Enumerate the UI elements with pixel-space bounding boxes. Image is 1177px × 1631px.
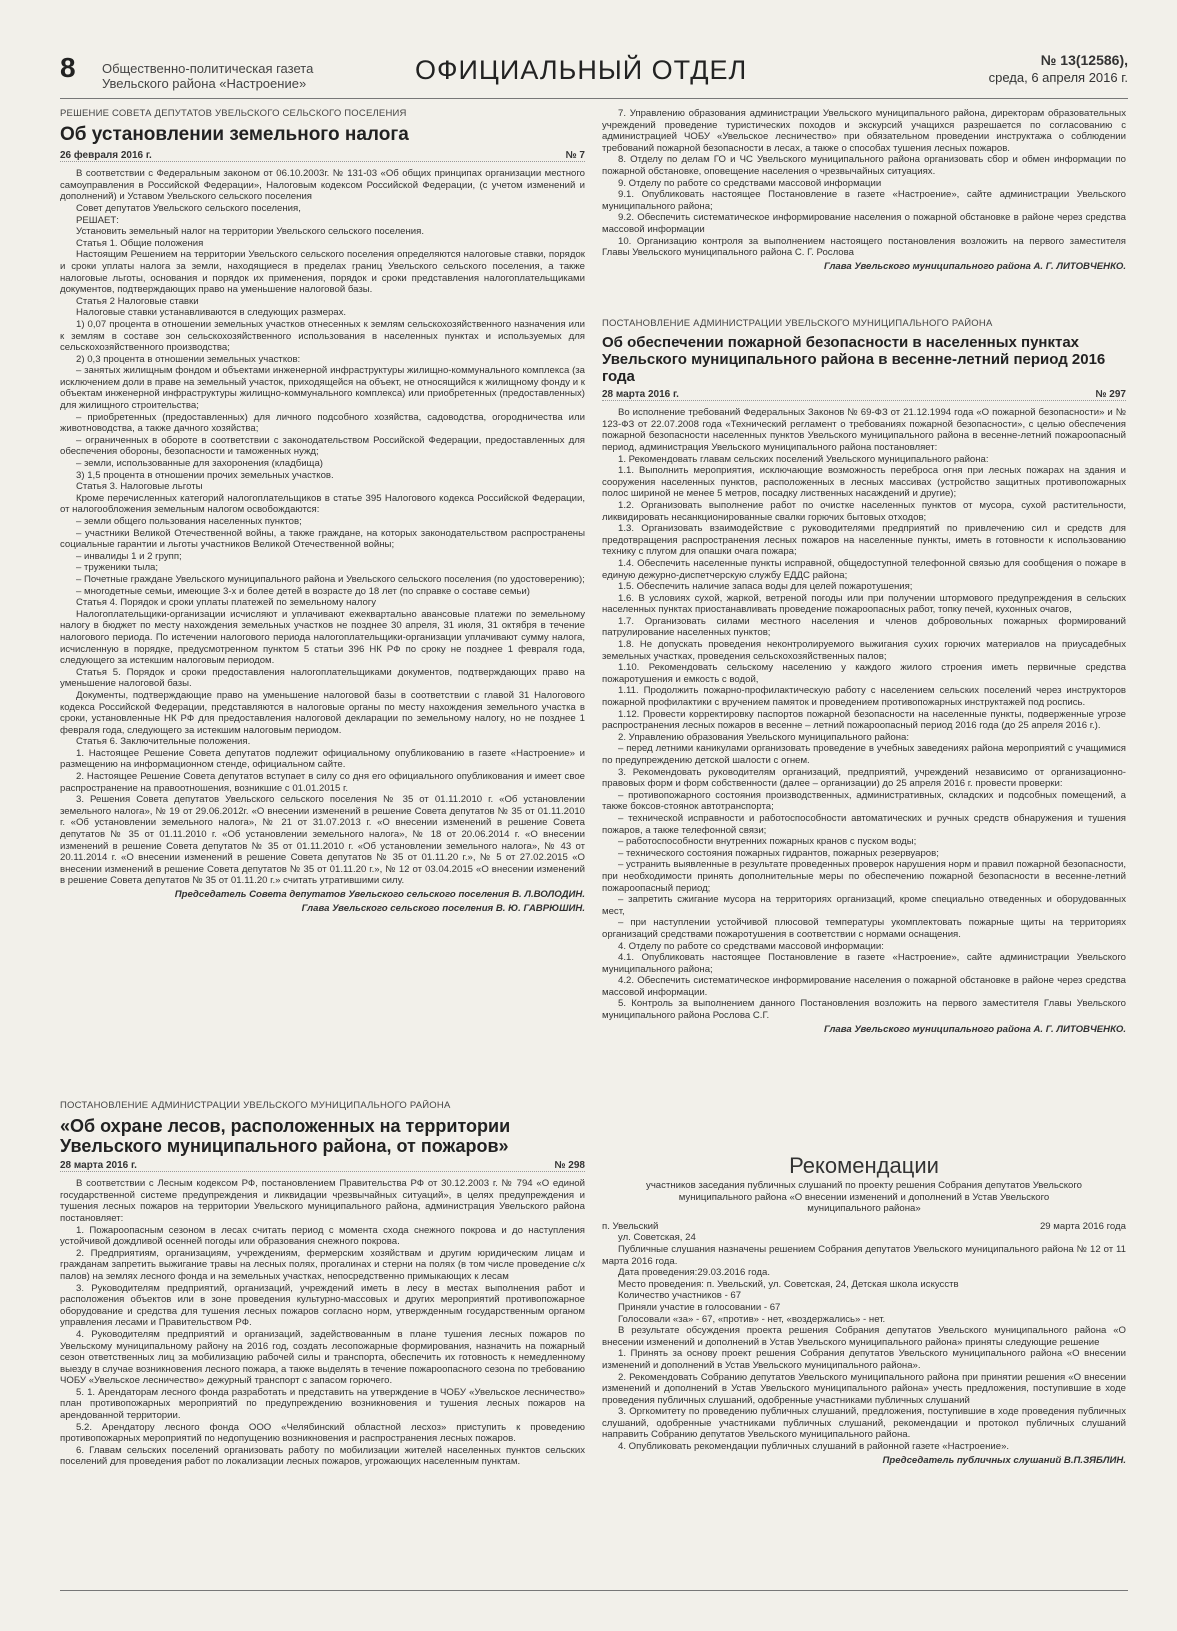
article-fire-safety-kicker: ПОСТАНОВЛЕНИЕ АДМИНИСТРАЦИИ УВЕЛЬСКОГО МУНИЦИПАЛЬНОГО РАЙОНА [602,318,993,329]
article-forest-continuation [602,108,1126,308]
paragraph: 1) 0,07 процента в отношении земельных участков отнесенных к землям сельскохозяйственного назначения или к землям в составе зон сельскохозяйственного использования в населенных пунктах и используемых для сельскохозяйственного производства; [60,318,585,354]
paragraph: 1.8. Не допускать проведения неконтролируемого выжигания сухих горючих материалов на приусадебных земельных участках, проведения сельскохозяйственных палов; [602,639,1126,662]
paragraph: Совет депутатов Увельского сельского поселения, [76,202,301,214]
paragraph: 1.12. Провести корректировку паспортов пожарной безопасности на населенные пункты, подверженные угрозе распространения лесных пожаров в весенне – летний пожароопасный период 2016 года (до 25 апреля 2016 г.). [602,708,1126,732]
article-land-tax-date: 26 февраля 2016 г. [60,149,152,161]
paragraph: – приобретенных (предоставленных) для личного подсобного хозяйства, садоводства, огородничества или животноводства, а также дачного хозяйства; [60,411,585,435]
paragraph: 1.7. Организовать силами местного населения и членов добровольных пожарных формирований патрулирование населенных пунктов; [602,615,1126,639]
article-recommendations-date: 29 марта 2016 года [1039,1220,1126,1232]
paragraph: 1.10. Рекомендовать сельскому населению у каждого жилого строения иметь первичные средства пожаротушения и емкость с водой, [602,662,1126,685]
article-recommendations [602,1148,1126,1540]
article-forest-signature: Глава Увельского муниципального района А. Г. ЛИТОВЧЕНКО. [823,260,1126,272]
paragraph: – при наступлении устойчивой плюсовой температуры укомплектовать пожарные щиты на территориях организаций средствами пожаротушения в соответствии с нормами оснащения. [602,917,1126,940]
paragraph: 1.5. Обеспечить наличие запаса воды для целей пожаротушения; [618,581,913,593]
paragraph: Приняли участие в голосовании - 67 [618,1301,781,1313]
paragraph: 3) 1,5 процента в отношении прочих земельных участков. [76,469,334,481]
paragraph: Налоговые ставки устанавливаются в следующих размерах. [76,307,347,319]
paragraph: Во исполнение требований Федеральных Законов № 69-ФЗ от 21.12.1994 года «О пожарной безопасности» и № 123-ФЗ от 22.07.2008 года «Технический регламент о требованиях пожарной безопасности», с целью обеспечения пожарной безопасности населенных пунктов Увельского муниципального района в весенне-летний пожароопасный период, администрация Увельского муниципального района постановляет: [602,407,1126,453]
paragraph: 5. 1. Арендаторам лесного фонда разработать и представить на утверждение в ЧОБУ «Увельское лесничество» план противопожарных мероприятий по предупреждению возникновения и тушения лесных пожаров на арендованной территории. [60,1386,585,1422]
article-land-tax-number: № 7 [565,149,585,161]
article-fire-safety-number: № 297 [1095,388,1126,400]
paragraph: – ограниченных в обороте в соответствии с законодательством Российской Федерации, предоставленных для обеспечения обороны, безопасности и таможенных нужд; [60,434,585,458]
paragraph: Налогоплательщики-организации исчисляют и уплачивают ежеквартально авансовые платежи по земельному налогу в бюджет по месту нахождения земельных участков не позднее 30 апреля, 31 июля, 31 октября в течение налогового периода. По истечении налогового периода налогоплательщики-организации уплачивают сумму налога, исчисленную в порядке, предусмотренном пунктом 5 статьи 396 НК РФ по сроку не позднее 1 февраля года, следующего за истекшим налоговым периодом. [60,608,585,667]
paragraph: 1. Рекомендовать главам сельских поселений Увельского муниципального района: [618,453,989,465]
paragraph: Статья 4. Порядок и сроки уплаты платежей по земельному налогу [76,597,377,609]
gazette-name-line1: Общественно-политическая газета [102,61,314,76]
paragraph: 4.1. Опубликовать настоящее Постановление в газете «Настроение», сайте администрации Увельского муниципального района; [602,952,1126,975]
issue-number: № 13(12586), [1040,52,1128,68]
article-recommendations-body [602,1232,1126,1452]
paragraph: – труженики тыла; [76,562,159,574]
paragraph: – инвалиды 1 и 2 групп; [76,550,182,562]
paragraph: 2. Рекомендовать Собранию депутатов Увельского муниципального района при принятии решения «О внесении изменений и дополнений в Устав Увельского муниципального района» учесть предложения, поступившие в ходе проведения публичных слушаний, одобренные участниками публичных слушаний [602,1371,1126,1406]
article-land-tax-dateline [60,150,585,163]
paragraph: РЕШАЕТ: [76,214,119,226]
article-forest-title: «Об охране лесов, расположенных на территории Увельского муниципального района, от пожаров» [60,1115,511,1156]
article-forest-number: № 298 [554,1159,585,1171]
gazette-name-line2: Увельского района «Настроение» [102,76,307,91]
paragraph: 1. Пожароопасным сезоном в лесах считать период с момента схода снежного покрова и до наступления устойчивой дождливой осенней погоды или образования снежного покрова. [60,1224,585,1248]
article-forest-body [60,1178,585,1468]
issue-date: среда, 6 апреля 2016 г. [988,70,1128,85]
paragraph: В соответствии с Лесным кодексом РФ, постановлением Правительства РФ от 30.12.2003 г. № 794 «О единой государственной системе предупреждения и ликвидации чрезвычайных ситуаций», в целях предупреждения и тушения лесных пожаров на территории Увельского муниципального района, администрация Увельского района постановляет: [60,1178,585,1224]
paragraph: Место проведения: п. Увельский, ул. Советская, 24, Детская школа искусств [618,1278,959,1290]
paragraph: 10. Организацию контроля за выполнением настоящего постановления возложить на первого заместителя Главы Увельского муниципального района С. Г. Рослова [602,235,1126,259]
paragraph: – технического состояния пожарных гидрантов, пожарных резервуаров; [618,847,939,859]
paragraph: 1.6. В условиях сухой, жаркой, ветреной погоды или при получении штормового предупреждения в сельских населенных пунктах приостанавливать проведение пожароопасных работ, топку печей, кухонных очагов, [602,592,1126,616]
paragraph: Статья 6. Заключительные положения. [76,736,251,748]
article-fire-safety-signature: Глава Увельского муниципального района А. Г. ЛИТОВЧЕНКО. [823,1023,1126,1035]
paragraph: 4. Опубликовать рекомендации публичных слушаний в районной газете «Настроение». [618,1441,1010,1453]
article-fire-safety-dateline [602,389,1126,402]
article-land-tax-signature2: Глава Увельского сельского поселения В. Ю. ГАВРЮШИН. [301,902,585,914]
paragraph: В результате обсуждения проекта решения Собрания депутатов Увельского муниципального района «О внесении изменений и дополнений в Устав Увельского муниципального района» приняты следующие решение [602,1325,1126,1348]
paragraph: 4.2. Обеспечить систематическое информирование населения о пожарной обстановке в районе через средства массовой информации. [602,975,1126,998]
paragraph: – запретить сжигание мусора на территориях организаций, кроме специально отведенных и оборудованных мест, [602,894,1126,917]
paragraph: 1. Настоящее Решение Совета депутатов подлежит официальному опубликованию в газете «Настроение» и размещению на информационном стенде, официальном сайте. [60,747,585,771]
paragraph: 9. Отделу по работе со средствами массовой информации [618,177,882,189]
paragraph: 9.2. Обеспечить систематическое информирование населения о пожарной обстановке в районе через средства массовой информации [602,212,1126,235]
footer-rule [60,1590,1128,1591]
header-rule [60,98,1128,99]
article-land-tax-kicker: РЕШЕНИЕ СОВЕТА ДЕПУТАТОВ УВЕЛЬСКОГО СЕЛЬСКОГО ПОСЕЛЕНИЯ [60,108,407,119]
paragraph: Документы, подтверждающие право на уменьшение налоговой базы в соответствии с главой 31 Налогового кодекса Российской Федерации, представляются в налоговые органы по месту нахождения земельного участка в сроки, установленные НК РФ для предоставления налоговой декларации по земельному налогу, но не позднее 1 февраля года, следующего за истекшим налоговым периодом. [60,689,585,736]
paragraph: Количество участников - 67 [618,1290,742,1302]
page-number: 8 [60,52,76,83]
article-forest-protection [60,1100,585,1540]
paragraph: 2. Управлению образования Увельского муниципального района: [618,731,909,743]
paragraph: Кроме перечисленных категорий налогоплательщиков в статье 395 Налогового кодекса Российской Федерации, от налогообложения земельным налогом освобождаются: [60,492,585,516]
paragraph: 5. Контроль за выполнением данного Постановления возложить на первого заместителя Главы Увельского муниципального района Рослова С.Г. [602,998,1126,1022]
paragraph: 2. Предприятиям, организациям, учреждениям, фермерским хозяйствам и другим юридическим лицам и гражданам запретить выжигание травы на лесных полях, прогалинах и стерни на полях (в том числе проведение с/х палов) на землях лесного фонда и на земельных участках, непосредственно примыкающих к лесам [60,1247,585,1282]
paragraph: – технической исправности и работоспособности автоматических и ручных средств обнаружения и тушения пожаров, а также телефонной связи; [602,812,1126,836]
paragraph: – перед летними каникулами организовать проведение в учебных заведениях района мероприятий с учащимися по предупреждению детской шалости с огнем. [602,743,1126,766]
paragraph: 1.2. Организовать выполнение работ по очистке населенных пунктов от мусора, сухой растительности, ликвидировать несанкционированные свалки горючих бытовых отходов; [602,499,1126,523]
article-forest-date: 28 марта 2016 г. [60,1159,137,1171]
paragraph: Настоящим Решением на территории Увельского сельского поселения определяются налоговые ставки, порядок и сроки уплаты налога за земли, находящиеся в пределах границ Увельского сельского поселения, а также налоговые льготы, основания и порядок их применения, порядок и сроки представления налогоплательщиками документов, подтверждающих право на уменьшение налоговой базы. [60,249,585,296]
article-recommendations-subtitle: участников заседания публичных слушаний по проекту решения Собрания депутатов Увельского муниципального района «О внесении изменений и дополнений в Устав Увельского муниципального района» [646,1180,1082,1215]
article-land-tax-signature1: Председатель Совета депутатов Увельского сельского поселения В. Л.ВОЛОДИН. [174,889,585,900]
paragraph: – участники Великой Отечественной войны, а также граждане, на которых законодательством распространены социальные гарантии и льготы участников Великой Отечественной войны; [60,527,585,551]
article-land-tax-title: Об установлении земельного налога [60,123,409,145]
article-fire-safety-title: Об обеспечении пожарной безопасности в населенных пунктах Увельского муниципального района в весенне-летний период 2016 года [602,333,1106,385]
paragraph: 1. Принять за основу проект решения Собрания депутатов Увельского муниципального района «О внесении изменений и дополнений в Устав Увельского муниципального района». [602,1348,1126,1371]
paragraph: Голосовали «за» - 67, «против» - нет, «воздержались» - нет. [618,1313,886,1325]
paragraph: – работоспособности внутренних пожарных кранов с пуском воды; [618,836,917,848]
paragraph: ул. Советская, 24 [618,1232,696,1244]
article-recommendations-signature: Председатель публичных слушаний В.П.ЗЯБЛИН. [882,1454,1126,1466]
paragraph: 1.11. Продолжить пожарно-профилактическую работу с населением сельских поселений через инструкторов пожарной профилактики с вручением памяток и проведением противопожарных инструктажей под роспись. [602,685,1126,709]
paragraph: 1.3. Организовать взаимодействие с руководителями предприятий по привлечению сил и средств для предотвращения распространения лесных пожаров на населенные пункты, иметь в готовности к использованию технику с плугом для опашки очага пожара; [602,523,1126,558]
issue-info [989,52,1128,86]
paragraph: – устранить выявленные в результате проведенных проверок нарушения норм и правил пожарной безопасности, при необходимости принять дополнительные меры по обеспечению пожарной безопасности в весенне-летний пожароопасный период; [602,859,1126,894]
article-recommendations-place: п. Увельский [602,1220,659,1232]
article-forest-dateline [60,1160,585,1173]
paragraph: 1.1. Выполнить мероприятия, исключающие возможность переброса огня при лесных пожарах на здания и сооружения населенных пунктов, расположенных в лесных массивах (устройство защитных противопожарных полос шириной не менее 5 метров, посадку лиственных насаждений и другие); [602,465,1126,500]
article-forest-continuation-body [602,108,1126,259]
article-fire-safety [602,318,1126,1140]
section-title: ОФИЦИАЛЬНЫЙ ОТДЕЛ [415,55,748,85]
paragraph: Установить земельный налог на территории Увельского сельского поселения. [76,226,425,238]
paragraph: 6. Главам сельских поселений организовать работу по мобилизации жителей населенных пунктов сельских поселений для проведения работ по локализации лесных пожаров, угрожающих населенным пунктам. [60,1444,585,1468]
article-recommendations-placedate [602,1221,1126,1233]
paragraph: Публичные слушания назначены решением Собрания депутатов Увельского муниципального района № 12 от 11 марта 2016 года. [602,1243,1126,1267]
paragraph: 3. Руководителям предприятий, организаций, учреждений иметь в лесу в местах выполнения работ и расположения объектов или в зоне проведения культурно-массовых и других мероприятий противопожарное оборудование и средства для тушения лесных пожаров согласно норм, утвержденным государственным органом управления лесами и Правительством РФ. [60,1282,585,1329]
paragraph: 1.4. Обеспечить населенные пункты исправной, общедоступной телефонной связью для сообщения о пожаре в единую дежурно-диспетчерскую службу ЕДДС района; [602,557,1126,581]
article-land-tax-body [60,168,585,887]
paragraph: Статья 1. Общие положения [76,237,204,249]
paragraph: 7. Управлению образования администрации Увельского муниципального района, директорам образовательных учреждений проведение туристических походов и экскурсий учащихся разрешается по согласованию с администрацией ЧОБУ «Увельское лесничество» при обязательном проведении инструктажа о соблюдении требований пожарной безопасности в лесах, а также о способах тушения лесных пожаров. [602,108,1126,154]
article-fire-safety-body [602,407,1126,1021]
paragraph: 4. Руководителям предприятий и организаций, задействованным в плане тушения лесных пожаров по Увельскому муниципальному району на 2016 год, создать лесопожарные формирования, назначить на пожарный сезон ответственных лиц за мобилизацию рабочей силы и транспорта, обеспечить их готовность к немедленному выезду в случае возникновения лесного пожара, а также выделять в течение пожароопасного сезона по требованию ЧОБУ «Увельское лесничество» дежурный транспорт с запасом горючего. [60,1328,585,1387]
paragraph: Статья 5. Порядок и сроки предоставления налогоплательщиками документов, подтверждающих право на уменьшение налоговой базы. [60,666,585,690]
paragraph: – противопожарного состояния производственных, административных, складских и подсобных помещений, а также боксов-стоянок автотранспорта; [602,789,1126,813]
paragraph: 2) 0,3 процента в отношении земельных участков: [76,353,301,365]
paragraph: Дата проведения:29.03.2016 года. [618,1267,771,1279]
masthead [60,52,1128,94]
paragraph: Статья 2 Налоговые ставки [76,295,199,307]
gazette-name [102,61,313,91]
paragraph: 4. Отделу по работе со средствами массовой информации: [618,940,884,952]
paragraph: В соответствии с Федеральным законом от 06.10.2003г. № 131-03 «Об общих принципах организации местного самоуправления в Российской Федерации», Налоговым кодексом Российской Федерации, (с учетом изменений и дополнений) и Уставом Увельского сельского поселения [60,168,585,203]
paragraph: 3. Решения Совета депутатов Увельского сельского поселения № 35 от 01.11.2010 г. «Об установлении земельного налога», № 19 от 29.06.2012г. «О внесении изменений в решение Совета депутатов № 35 от 01.11.2010 г. «Об установлении земельного налога», № 21 от 31.07.2013 г. «О внесении изменений в решение Совета депутатов № 35 от 01.11.2010 г. «Об установлении земельного налога», № 18 от 20.06.2014 г. «О внесении изменений в решение Совета депутатов № 35 от 01.11.2010 г. «Об установлении земельного налога», № 43 от 20.11.2014 г. «О внесении изменений в решение Совета депутатов № 35 от 01.11.20 г.», № 5 от 27.02.2015 «О внесении изменений в решение Совета депутатов № 35 от 01.11.20 г.», № 12 от 03.04.2015 «О внесении изменений в решение Совета депутатов № 35 от 01.11.20 г.» считать утратившими силу. [60,794,585,887]
article-recommendations-title: Рекомендации [789,1153,939,1178]
article-fire-safety-date: 28 марта 2016 г. [602,388,679,400]
paragraph: 3. Оргкомитету по проведению публичных слушаний, предложения, поступившие в ходе проведения публичных слушаний, одобренные участниками публичных слушаний, рекомендации и протокол публичных слушаний направить Собранию депутатов Увельского муниципального района. [602,1406,1126,1441]
paragraph: 2. Настоящее Решение Совета депутатов вступает в силу со дня его официального опубликования и имеет свое распространение на правоотношения, возникшие с 01.01.2015 г. [60,771,585,794]
paragraph: – занятых жилищным фондом и объектами инженерной инфраструктуры жилищно-коммунального комплекса (за исключением доли в праве на земельный участок, приходящейся на объект, не относящийся к жилищному фонду и к объектам инженерной инфраструктуры жилищно-коммунального комплекса) или приобретенных (предоставленных) для жилищного строительства; [60,365,585,412]
paragraph: 5.2. Арендатору лесного фонда ООО «Челябинский областной лесхоз» приступить к проведению противопожарных мероприятий по недопущению возникновения и распространения лесных пожаров. [60,1421,585,1445]
paragraph: Статья 3. Налоговые льготы [76,481,203,493]
paragraph: – Почетные граждане Увельского муниципального района и Увельского сельского поселения (по удостоверению); [76,573,585,585]
paragraph: – многодетные семьи, имеющие 3-х и более детей в возрасте до 18 лет (по справке о составе семьи) [76,585,530,597]
article-forest-kicker: ПОСТАНОВЛЕНИЕ АДМИНИСТРАЦИИ УВЕЛЬСКОГО МУНИЦИПАЛЬНОГО РАЙОНА [60,1100,451,1111]
paragraph: – земли, использованные для захоронения (кладбища) [76,458,323,470]
paragraph: – земли общего пользования населенных пунктов; [76,516,302,527]
paragraph: 9.1. Опубликовать настоящее Постановление в газете «Настроение», сайте администрации Увельского муниципального района; [602,189,1126,212]
paragraph: 8. Отделу по делам ГО и ЧС Увельского муниципального района организовать сбор и обмен информации по пожарной обстановке, оповещение населения о чрезвычайных ситуациях. [602,154,1126,177]
paragraph: 3. Рекомендовать руководителям организаций, предприятий, учреждений независимо от организационно-правовых форм и форм собственности (далее – организации) до 25 апреля 2016 г. провести проверки: [602,766,1126,790]
article-land-tax [60,108,585,1096]
